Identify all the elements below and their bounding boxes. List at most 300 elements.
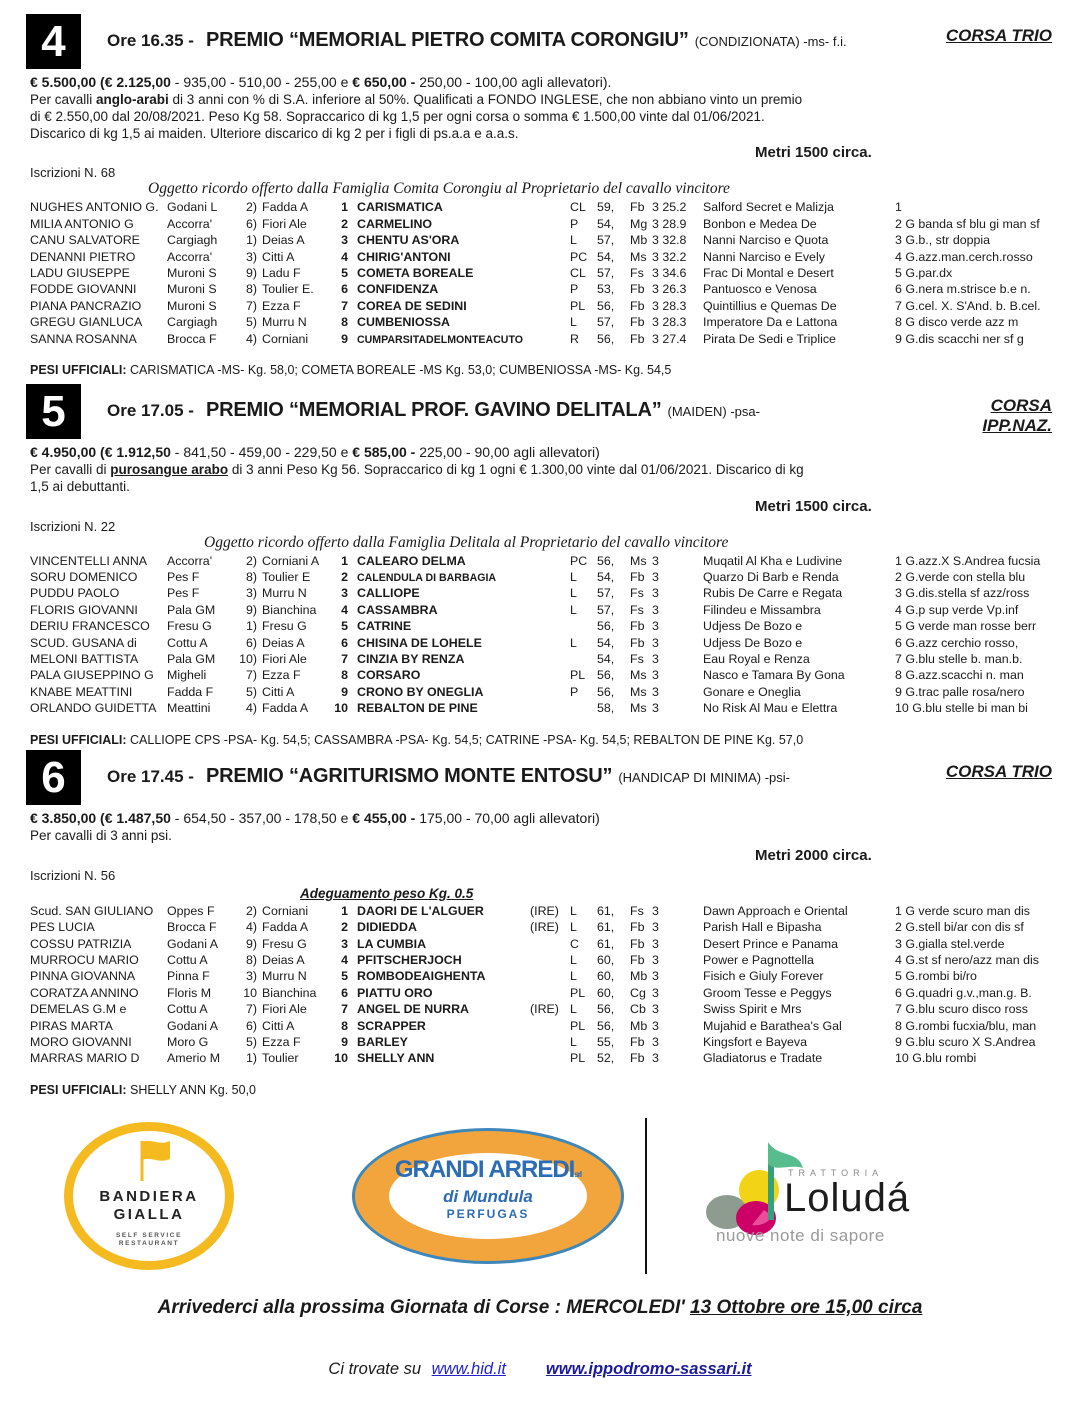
cell-gate: 8) (245, 952, 257, 967)
entry-row (30, 1051, 1060, 1067)
cell-cat: L (570, 1002, 577, 1017)
entry-row (30, 969, 1060, 985)
cell-num: 10 (334, 701, 348, 716)
cell-sex: Fs (630, 602, 644, 617)
cell-colors: 8 G.rombi fucxia/blu, man (895, 1018, 1037, 1033)
cell-trainer: Accorra' (167, 249, 213, 264)
text-segment: € 585,00 - (352, 444, 416, 460)
cell-agerec: 3 (652, 635, 659, 650)
race-number-badge: 6 (26, 750, 81, 805)
cell-wt: 56, (597, 684, 615, 699)
yellow-flag-icon (126, 1137, 172, 1188)
official-weights-label: PESI UFFICIALI: (30, 1082, 127, 1097)
cell-trainer: Fadda F (167, 684, 214, 699)
cell-wt: 56, (597, 1018, 615, 1033)
cell-gate: 7) (245, 298, 257, 313)
cell-cat: L (570, 1034, 577, 1049)
cell-sex: Fb (630, 936, 645, 951)
cell-jockey: Toulier E. (262, 282, 314, 297)
cell-num: 3 (341, 586, 348, 601)
cell-agerec: 3 (652, 903, 659, 918)
entry-row (30, 701, 1060, 717)
cell-sex: Mb (630, 233, 648, 248)
cell-owner: PUDDU PAOLO (30, 586, 120, 601)
cell-horse: CINZIA BY RENZA (357, 651, 465, 666)
cell-cat: L (570, 969, 577, 984)
entry-row (30, 266, 1060, 282)
cell-horse: COREA DE SEDINI (357, 298, 467, 313)
race-title: PREMIO “AGRITURISMO MONTE ENTOSU” (205, 765, 613, 787)
cell-trainer: Moro G (167, 1034, 209, 1049)
cell-parents: Kingsfort e Bayeva (703, 1034, 808, 1049)
cell-agerec: 3 (652, 569, 659, 584)
cell-gate: 6) (245, 1018, 257, 1033)
corsa-label-line: IPP.NAZ. (982, 416, 1052, 435)
cell-gate: 5) (245, 684, 257, 699)
cell-gate: 9) (245, 265, 257, 280)
farewell-next-date: 13 Ottobre ore 15,00 circa (690, 1297, 923, 1318)
entries-count: Iscrizioni N. 56 (30, 867, 116, 883)
entry-row (30, 904, 1060, 920)
race-conditions (30, 92, 1080, 142)
cell-owner: DEMELAS G.M e (30, 1002, 127, 1017)
entry-row (30, 920, 1060, 936)
race-distance: Metri 2000 circa. (755, 846, 872, 864)
race-conditions (30, 462, 1080, 496)
entries-table (30, 904, 1060, 1068)
text-segment: 250,00 - 100,00 agli allevatori). (415, 74, 612, 90)
cell-trainer: Pala GM (167, 651, 216, 666)
cell-owner: PES LUCIA (30, 920, 95, 935)
cell-colors: 6 G.nera m.strisce b.e n. (895, 282, 1031, 297)
cell-parents: Power e Pagnottella (703, 952, 814, 967)
cell-gate: 2) (245, 903, 257, 918)
cell-sex: Mg (630, 216, 648, 231)
cell-gate: 8) (245, 569, 257, 584)
entry-row (30, 299, 1060, 315)
cell-agerec: 3 (652, 602, 659, 617)
corsa-label-line: CORSA TRIO (945, 26, 1052, 45)
cell-owner: KNABE MEATTINI (30, 684, 133, 699)
prize-money (30, 444, 1080, 461)
cell-jockey: Deias A (262, 233, 305, 248)
cell-jockey: Fadda A (262, 920, 309, 935)
cell-colors: 3 G.b., str doppia (895, 233, 991, 248)
entry-row (30, 250, 1060, 266)
cell-num: 2 (341, 569, 348, 584)
official-weights-label: PESI UFFICIALI: (30, 732, 127, 747)
cell-horse: ANGEL DE NURRA (357, 1002, 469, 1017)
loluda-name: Loludá (784, 1176, 911, 1220)
cell-cat: CL (570, 265, 586, 280)
cell-num: 2 (341, 920, 348, 935)
cell-owner: MORO GIOVANNI (30, 1034, 132, 1049)
cell-horse: SHELLY ANN (357, 1051, 435, 1066)
cell-ire: (IRE) (530, 903, 559, 918)
official-weights-label: PESI UFFICIALI: (30, 362, 127, 377)
cell-jockey: Ezza F (262, 668, 301, 683)
entry-row (30, 1035, 1060, 1051)
race-header (26, 14, 1052, 72)
cell-cat: L (570, 602, 577, 617)
cell-parents: Rubis De Carre e Regata (703, 586, 843, 601)
cell-colors: 10 G.blu rombi (895, 1051, 977, 1066)
cell-wt: 54, (597, 249, 615, 264)
entry-row (30, 282, 1060, 298)
cell-num: 5 (341, 969, 348, 984)
cell-cat: PL (570, 1051, 586, 1066)
cell-jockey: Murru N (262, 586, 307, 601)
cell-trainer: Godani A (167, 936, 218, 951)
cell-colors: 5 G.par.dx (895, 265, 953, 280)
cell-cat: L (570, 586, 577, 601)
cell-horse: CHISINA DE LOHELE (357, 635, 482, 650)
cell-trainer: Accorra' (167, 553, 213, 568)
site-links (0, 1360, 1080, 1379)
condition-line (30, 92, 1080, 109)
cell-jockey: Ezza F (262, 298, 301, 313)
bandiera-name-line2: GIALLA (113, 1206, 185, 1223)
race-header (26, 384, 1052, 442)
cell-sex: Ms (630, 249, 647, 264)
cell-jockey: Fadda A (262, 701, 309, 716)
cell-jockey: Corniani (262, 903, 309, 918)
race-distance: Metri 1500 circa. (755, 144, 872, 162)
cell-parents: No Risk Al Mau e Elettra (703, 701, 838, 716)
cell-cat: PL (570, 1018, 586, 1033)
condition-line (30, 479, 1080, 496)
cell-gate: 2) (245, 553, 257, 568)
race-title-row (107, 750, 790, 788)
cell-trainer: Cargiagh (167, 233, 218, 248)
cell-horse: BARLEY (357, 1034, 408, 1049)
entry-row (30, 619, 1060, 635)
cell-jockey: Toulier (262, 1051, 299, 1066)
cell-jockey: Fresu G (262, 936, 307, 951)
loluda-logo (700, 1124, 1010, 1274)
cell-ire: (IRE) (530, 920, 559, 935)
cell-horse: PIATTU ORO (357, 985, 433, 1000)
cell-agerec: 3 (652, 952, 659, 967)
cell-owner: Scud. SAN GIULIANO (30, 903, 154, 918)
cell-cat: PC (570, 249, 588, 264)
cell-horse: CHIRIG'ANTONI (357, 249, 451, 264)
cell-horse: ROMBODEAIGHENTA (357, 969, 486, 984)
cell-horse: LA CUMBIA (357, 936, 427, 951)
cell-colors: 5 G verde man rosse berr (895, 619, 1037, 634)
text-segment: Per cavalli di (30, 462, 111, 477)
cell-colors: 2 G.stell bi/ar con dis sf (895, 920, 1024, 935)
cell-jockey: Murru N (262, 315, 307, 330)
cell-trainer: Muroni S (167, 265, 217, 280)
cell-gate: 2) (245, 200, 257, 215)
cell-parents: Mujahid e Barathea's Gal (703, 1018, 842, 1033)
cell-agerec: 3 (652, 969, 659, 984)
cell-colors: 5 G.rombi bi/ro (895, 969, 977, 984)
cell-parents: Swiss Spirit e Mrs (703, 1002, 802, 1017)
cell-gate: 10) (239, 651, 257, 666)
cell-gate: 3) (245, 586, 257, 601)
cell-cat: CL (570, 200, 586, 215)
cell-horse: CALLIOPE (357, 586, 420, 601)
cell-agerec: 3 34.6 (652, 265, 687, 280)
cell-colors: 7 G.cel. X. S'And. b. B.cel. (895, 298, 1041, 313)
cell-horse: DIDIEDDA (357, 920, 417, 935)
entry-row (30, 986, 1060, 1002)
cell-wt: 56, (597, 298, 615, 313)
cell-wt: 61, (597, 936, 615, 951)
cell-sex: Mb (630, 1018, 648, 1033)
cell-agerec: 3 (652, 684, 659, 699)
cell-cat: L (570, 952, 577, 967)
cell-wt: 54, (597, 651, 615, 666)
cell-jockey: Ezza F (262, 1034, 301, 1049)
official-weights-text: SHELLY ANN Kg. 50,0 (126, 1082, 257, 1097)
cell-horse: DAORI DE L'ALGUER (357, 903, 484, 918)
cell-wt: 54, (597, 216, 615, 231)
cell-agerec: 3 (652, 668, 659, 683)
cell-jockey: Fiori Ale (262, 216, 307, 231)
cell-jockey: Fiori Ale (262, 1002, 307, 1017)
cell-owner: SORU DOMENICO (30, 569, 138, 584)
race-title: PREMIO “MEMORIAL PIETRO COMITA CORONGIU” (205, 29, 689, 51)
cell-sex: Fs (630, 586, 644, 601)
cell-agerec: 3 (652, 1034, 659, 1049)
race-number-badge: 4 (26, 14, 81, 69)
cell-colors: 1 G.azz.X S.Andrea fucsia (895, 553, 1041, 568)
race-header (26, 750, 1052, 808)
race-section-5 (0, 384, 1080, 747)
cell-parents: Parish Hall e Bipasha (703, 920, 822, 935)
cell-num: 7 (341, 1002, 348, 1017)
cell-num: 5 (341, 265, 348, 280)
cell-horse: CUMPARSITADELMONTEACUTO (357, 333, 523, 346)
cell-trainer: Godani A (167, 1018, 218, 1033)
cell-sex: Fb (630, 331, 645, 346)
cell-cat: P (570, 684, 579, 699)
cell-parents: Nanni Narciso e Evely (703, 249, 825, 264)
cell-agerec: 3 26.3 (652, 282, 687, 297)
cell-horse: CUMBENIOSSA (357, 315, 450, 330)
cell-gate: 6) (245, 216, 257, 231)
cell-trainer: Cottu A (167, 952, 208, 967)
cell-sex: Fb (630, 315, 645, 330)
cell-owner: SCUD. GUSANA di (30, 635, 137, 650)
cell-agerec: 3 (652, 1002, 659, 1017)
race-type: (CONDIZIONATA) -ms- f.i. (694, 34, 847, 49)
cell-gate: 5) (245, 315, 257, 330)
cell-wt: 54, (597, 569, 615, 584)
cell-horse: REBALTON DE PINE (357, 701, 478, 716)
grandi-arredi-srl: srl (574, 1170, 582, 1179)
cell-gate: 1) (245, 1051, 257, 1066)
cell-parents: Udjess De Bozo e (703, 635, 803, 650)
cell-sex: Ms (630, 684, 647, 699)
links-prefix: Ci trovate su (328, 1360, 426, 1378)
corsa-label-line: CORSA TRIO (945, 762, 1052, 781)
cell-horse: CHENTU AS'ORA (357, 233, 460, 248)
cell-owner: PALA GIUSEPPINO G (30, 668, 154, 683)
cell-owner: COSSU PATRIZIA (30, 936, 132, 951)
cell-colors: 9 G.trac palle rosa/nero (895, 684, 1025, 699)
cell-sex: Ms (630, 553, 647, 568)
cell-horse: CRONO BY ONEGLIA (357, 684, 484, 699)
cell-sex: Cb (630, 1002, 646, 1017)
prize-money (30, 74, 1080, 91)
cell-wt: 52, (597, 1051, 615, 1066)
entries-count: Iscrizioni N. 68 (30, 165, 116, 181)
cell-agerec: 3 (652, 701, 659, 716)
cell-trainer: Migheli (167, 668, 207, 683)
cell-horse: CATRINE (357, 619, 412, 634)
cell-wt: 60, (597, 952, 615, 967)
cell-colors: 6 G.azz cerchio rosso, (895, 635, 1019, 650)
cell-owner: PIANA PANCRAZIO (30, 298, 142, 313)
entry-row (30, 570, 1060, 586)
text-segment: € 4.950,00 (€ 1.912,50 (30, 444, 171, 460)
grandi-arredi-logo (352, 1128, 624, 1264)
cell-gate: 6) (245, 635, 257, 650)
cell-owner: PIRAS MARTA (30, 1018, 113, 1033)
cell-jockey: Citti A (262, 684, 295, 699)
cell-agerec: 3 25.2 (652, 200, 687, 215)
cell-gate: 1) (245, 619, 257, 634)
cell-num: 2 (341, 216, 348, 231)
entry-row (30, 668, 1060, 684)
link-ippodromo[interactable]: www.ippodromo-sassari.it (545, 1360, 752, 1378)
condition-line (30, 828, 1080, 845)
cell-owner: MURROCU MARIO (30, 952, 139, 967)
cell-jockey: Citti A (262, 1018, 295, 1033)
entry-row (30, 937, 1060, 953)
cell-sex: Fb (630, 1051, 645, 1066)
cell-num: 4 (341, 249, 348, 264)
race-time: Ore 17.05 - (107, 401, 194, 420)
cell-gate: 8) (245, 282, 257, 297)
cell-cat: L (570, 569, 577, 584)
entries-table (30, 554, 1060, 718)
cell-gate: 4) (245, 701, 257, 716)
cell-num: 1 (341, 200, 348, 215)
cell-sex: Ms (630, 668, 647, 683)
cell-gate: 9) (245, 602, 257, 617)
cell-agerec: 3 (652, 1018, 659, 1033)
bandiera-gialla-logo (64, 1122, 234, 1270)
cell-agerec: 3 28.3 (652, 298, 687, 313)
cell-owner: ORLANDO GUIDETTA (30, 701, 157, 716)
cell-trainer: Brocca F (167, 331, 217, 346)
text-segment: € 650,00 - (352, 74, 416, 90)
cell-sex: Fb (630, 298, 645, 313)
official-weights (30, 363, 1080, 377)
farewell-text: Arrivederci alla prossima Giornata di Corse : MERCOLEDI' (157, 1297, 691, 1318)
race-section-6 (0, 750, 1080, 1097)
race-type: (HANDICAP DI MINIMA) -psi- (618, 770, 790, 785)
cell-wt: 61, (597, 920, 615, 935)
cell-owner: PINNA GIOVANNA (30, 969, 136, 984)
cell-num: 4 (341, 602, 348, 617)
cell-num: 9 (341, 684, 348, 699)
cell-wt: 57, (597, 233, 615, 248)
cell-wt: 53, (597, 282, 615, 297)
cell-agerec: 3 (652, 586, 659, 601)
official-weights (30, 1083, 1080, 1097)
cell-jockey: Fadda A (262, 200, 309, 215)
text-segment: Per cavalli (30, 92, 97, 107)
cell-gate: 10 (243, 985, 257, 1000)
link-hid[interactable]: www.hid.it (431, 1360, 506, 1378)
grandi-arredi-perfugas: PERFUGAS (446, 1207, 530, 1221)
cell-trainer: Brocca F (167, 920, 217, 935)
cell-gate: 4) (245, 331, 257, 346)
grandi-arredi-title: GRANDI ARREDIsrl (394, 1156, 582, 1183)
cell-cat: PL (570, 298, 586, 313)
grandi-arredi-text (355, 1157, 621, 1222)
entry-row (30, 636, 1060, 652)
cell-horse: PFITSCHERJOCH (357, 952, 462, 967)
cell-trainer: Cottu A (167, 635, 208, 650)
cell-horse: CALEARO DELMA (357, 553, 466, 568)
race-section-4 (0, 14, 1080, 377)
cell-wt: 57, (597, 265, 615, 280)
cell-wt: 61, (597, 903, 615, 918)
cell-parents: Fisich e Giuly Forever (703, 969, 824, 984)
cell-agerec: 3 32.2 (652, 249, 687, 264)
cell-sex: Fb (630, 635, 645, 650)
cell-jockey: Deias A (262, 952, 305, 967)
cell-sex: Fs (630, 903, 644, 918)
cell-cat: PL (570, 668, 586, 683)
cell-num: 1 (341, 553, 348, 568)
official-weights-text: CARISMATICA -MS- Kg. 58,0; COMETA BOREALE -MS Kg. 53,0; CUMBENIOSSA -MS- Kg. 54,5 (126, 362, 672, 377)
race-conditions (30, 828, 1080, 845)
text-segment: di 3 anni con % di S.A. inferiore al 50%. Qualificati a FONDO INGLESE, che non abbiano vinto un premio (168, 92, 803, 107)
cell-colors: 1 G verde scuro man dis (895, 903, 1030, 918)
cell-colors: 8 G disco verde azz m (895, 315, 1019, 330)
cell-owner: FLORIS GIOVANNI (30, 602, 138, 617)
cell-cat: L (570, 635, 577, 650)
cell-parents: Bonbon e Medea De (703, 216, 817, 231)
cell-colors: 6 G.quadri g.v.,man.g. B. (895, 985, 1032, 1000)
cell-agerec: 3 (652, 619, 659, 634)
cell-trainer: Pes F (167, 586, 200, 601)
cell-horse: CALENDULA DI BARBAGIA (357, 571, 497, 584)
cell-agerec: 3 (652, 936, 659, 951)
cell-sex: Fb (630, 569, 645, 584)
cell-wt: 54, (597, 635, 615, 650)
cell-jockey: Fresu G (262, 619, 307, 634)
cell-trainer: Meattini (167, 701, 211, 716)
cell-horse: COMETA BOREALE (357, 265, 474, 280)
cell-jockey: Bianchina (262, 985, 317, 1000)
cell-colors: 4 G.azz.man.cerch.rosso (895, 249, 1033, 264)
cell-parents: Desert Prince e Panama (703, 936, 838, 951)
cell-gate: 7) (245, 668, 257, 683)
cell-owner: MARRAS MARIO D (30, 1051, 140, 1066)
cell-owner: FODDE GIOVANNI (30, 282, 137, 297)
cell-owner: NUGHES ANTONIO G. (30, 200, 159, 215)
bandiera-sub1: SELF SERVICE (115, 1232, 183, 1239)
cell-owner: MILIA ANTONIO G (30, 216, 134, 231)
cell-wt: 60, (597, 985, 615, 1000)
race-title-row (107, 384, 760, 422)
cell-agerec: 3 28.3 (652, 315, 687, 330)
cell-parents: Salford Secret e Malizja (703, 200, 834, 215)
cell-parents: Quintillius e Quemas De (703, 298, 837, 313)
cell-gate: 3) (245, 969, 257, 984)
corsa-label (946, 750, 1052, 782)
cell-num: 7 (341, 651, 348, 666)
